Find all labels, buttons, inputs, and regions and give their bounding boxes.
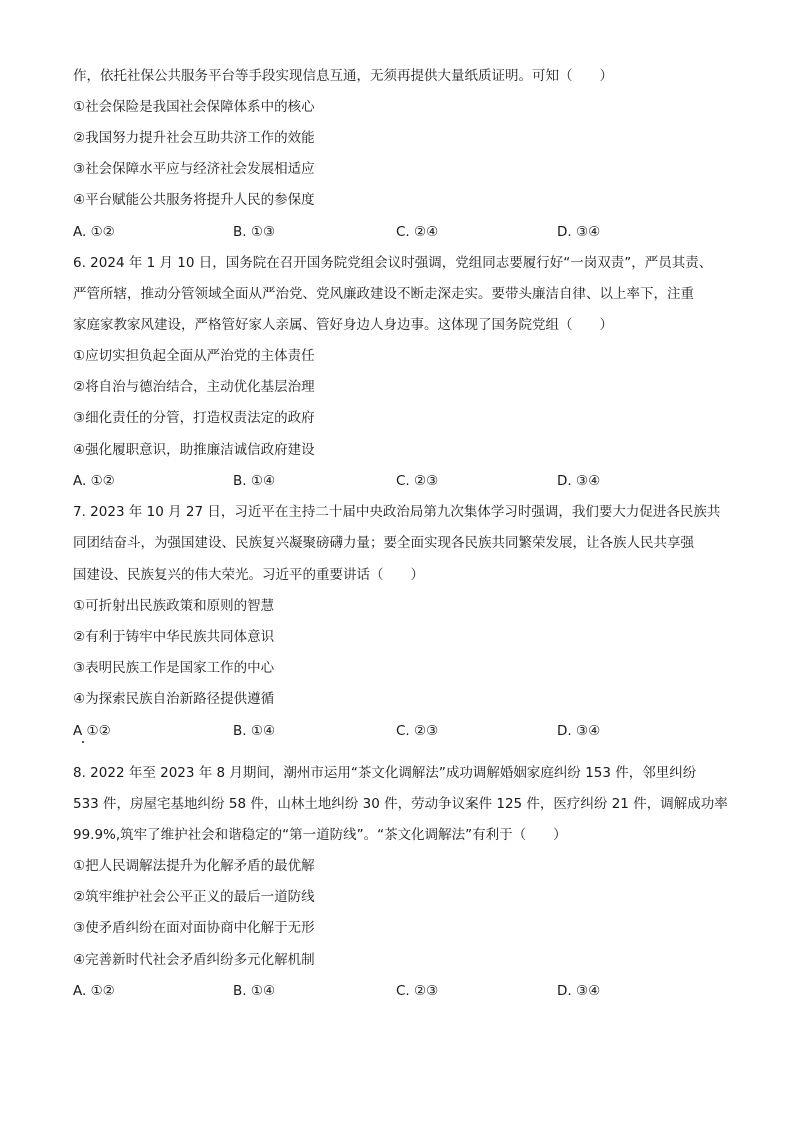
question-8-stem-line-3: 99.9%,筑牢了维护社会和谐稳定的“第一道防线”。“茶文化调解法”有利于（ ）	[73, 827, 567, 843]
statement-2: ②我国努力提升社会互助共济工作的效能	[73, 130, 315, 146]
option-d: D. ③④	[557, 473, 601, 489]
statement-2: ②有利于铸牢中华民族共同体意识	[73, 629, 275, 645]
statement-2: ②筑牢维护社会公平正义的最后一道防线	[73, 889, 315, 905]
statement-3: ③使矛盾纠纷在面对面协商中化解于无形	[73, 920, 315, 936]
statement-1: ①应切实担负起全面从严治党的主体责任	[73, 348, 315, 364]
option-d: D. ③④	[557, 983, 601, 999]
question-6-stem-line-1: 6. 2024 年 1 月 10 日，国务院在召开国务院党组会议时强调，党组同志要履行好“一岗双责”，严员其责、	[73, 255, 713, 271]
option-a: A. ①②	[73, 224, 115, 240]
statement-4: ④完善新时代社会矛盾纠纷多元化解机制	[73, 952, 315, 968]
statement-4: ④为探索民族自治新路径提供遵循	[73, 691, 275, 707]
stray-mark	[82, 741, 84, 743]
question-6-stem-line-2: 严管所辖，推动分管领域全面从严治党、党风廉政建设不断走深走实。要带头廉洁自律、以上率下，注重	[73, 286, 694, 302]
option-c: C. ②③	[396, 983, 439, 999]
option-c: C. ②③	[396, 723, 439, 739]
question-8-stem-line-1: 8. 2022 年至 2023 年 8 月期间，潮州市运用“茶文化调解法”成功调解婚姻家庭纠纷 153 件，邻里纠纷	[73, 765, 697, 781]
question-stem-line: 作，依托社保公共服务平台等手段实现信息互通，无须再提供大量纸质证明。可知（ ）	[73, 68, 613, 84]
option-b: B. ①④	[233, 723, 276, 739]
statement-4: ④平台赋能公共服务将提升人民的参保度	[73, 192, 315, 208]
option-a: A. ①②	[73, 983, 115, 999]
option-d: D. ③④	[557, 224, 601, 240]
question-8-stem-line-2: 533 件，房屋宅基地纠纷 58 件，山林土地纠纷 30 件，劳动争议案件 125 件，医疗纠纷 21 件，调解成功率	[73, 796, 728, 812]
question-7-stem-line-3: 国建设、民族复兴的伟大荣光。习近平的重要讲话（ ）	[73, 567, 424, 583]
statement-3: ③表明民族工作是国家工作的中心	[73, 660, 275, 676]
option-b: B. ①③	[233, 224, 276, 240]
option-b: B. ①④	[233, 473, 276, 489]
statement-2: ②将自治与德治结合，主动优化基层治理	[73, 379, 315, 395]
statement-1: ①社会保险是我国社会保障体系中的核心	[73, 99, 315, 115]
option-b: B. ①④	[233, 983, 276, 999]
question-7-stem-line-1: 7. 2023 年 10 月 27 日，习近平在主持二十届中央政治局第九次集体学习时强调，我们要大力促进各民族共	[73, 504, 721, 520]
question-7-stem-line-2: 同团结奋斗，为强国建设、民族复兴凝聚磅礴力量；要全面实现各民族共同繁荣发展，让各族人民共享强	[73, 535, 694, 551]
statement-4: ④强化履职意识，助推廉洁诚信政府建设	[73, 442, 315, 458]
option-d: D. ③④	[557, 723, 601, 739]
option-a: A ①②	[73, 723, 111, 739]
statement-1: ①可折射出民族政策和原则的智慧	[73, 598, 275, 614]
option-c: C. ②③	[396, 473, 439, 489]
statement-3: ③社会保障水平应与经济社会发展相适应	[73, 161, 315, 177]
statement-1: ①把人民调解法提升为化解矛盾的最优解	[73, 858, 315, 874]
statement-3: ③细化责任的分管，打造权责法定的政府	[73, 410, 315, 426]
option-a: A. ①②	[73, 473, 115, 489]
question-6-stem-line-3: 家庭家教家风建设，严格管好家人亲属、管好身边人身边事。这体现了国务院党组（ ）	[73, 317, 613, 333]
option-c: C. ②④	[396, 224, 439, 240]
